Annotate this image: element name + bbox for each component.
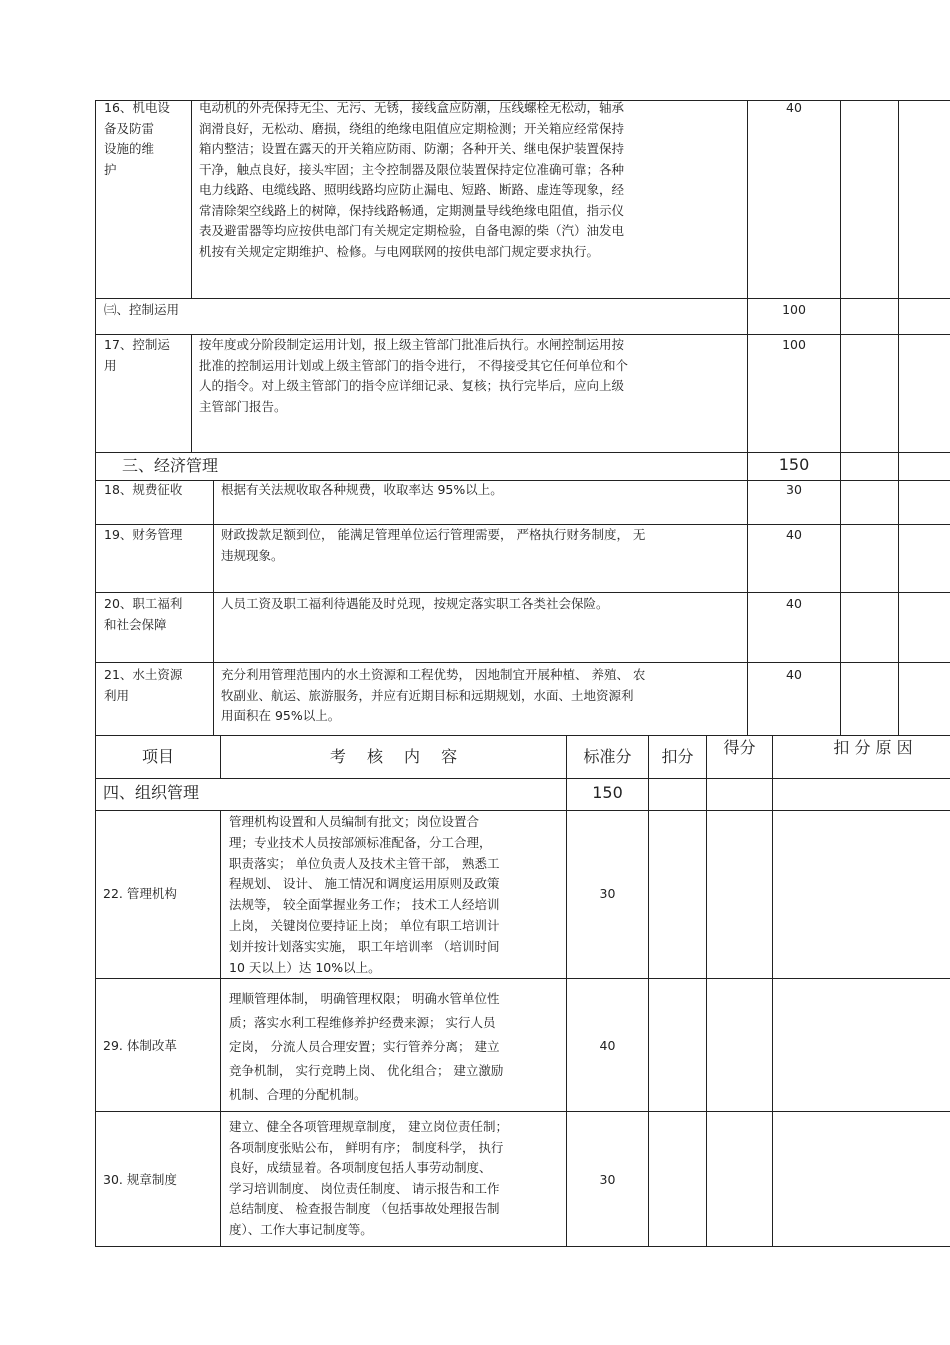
lower-col-divider: [772, 735, 773, 1247]
lower-col-divider: [648, 735, 649, 1247]
assessment-content: 管理机构设置和人员编制有批文；岗位设置合 理；专业技术人员按部颁标准配备，分工合理， 职责落实； 单位负责人及技术主管干部， 熟悉工 程规划、 设计、 施工情况和调度运用原则及政策 法规等， 较全面掌握业务工作； 技术工人经培训 上岗， 关键岗位要持证上岗； 单位有职工培训计 划并按计划落实实施， 职工年培训率 （培训时间 10 天以上）达 10%以上。: [229, 814, 500, 975]
section-heading: ㈢、控制运用: [104, 302, 180, 317]
item-label: 29. 体制改革: [103, 1038, 177, 1053]
item-label: 19、财务管理: [104, 527, 183, 542]
assessment-content: 人员工资及职工福利待遇能及时兑现，按规定落实职工各类社会保险。: [221, 596, 609, 611]
lower-row-divider: [96, 810, 950, 811]
lower-left-border: [95, 735, 96, 1247]
standard-score: 40: [786, 667, 802, 682]
upper-col-divider: [840, 100, 841, 735]
item-label: 30. 规章制度: [103, 1172, 177, 1187]
lower-row-divider: [96, 1111, 950, 1112]
assessment-content: 充分利用管理范围内的水土资源和工程优势， 因地制宜开展种植、 养殖、 农 牧副业、航运、旅游服务，并应有近期目标和远期规划，水面、土地资源利 用面积在 95%以上。: [221, 667, 646, 723]
section-heading: 三、经济管理: [122, 456, 219, 475]
header-score-obtained: 得分: [723, 738, 756, 757]
lower-col-divider: [220, 810, 221, 1247]
header-content: 考 核 内 容: [329, 747, 458, 766]
header-item: 项目: [141, 747, 174, 766]
item-label: 18、规费征收: [104, 482, 183, 497]
assessment-content: 电动机的外壳保持无尘、无污、无锈，接线盒应防潮，压线螺栓无松动，轴承 润滑良好，无松动、磨损，绕组的绝缘电阻值应定期检测；开关箱应经常保持 箱内整洁；设置在露天的开关箱应防雨、防潮；各种开关、继电保护装置保持 干净，触点良好，接头牢固；主令控制器及限位装置保持定位准确可靠；各种 电力线路、电缆线路、照明线路均应防止漏电、短路、断路、虚连等现象，经 常清除架空线路上的树障，保持线路畅通，定期测量导线绝缘电阻值，指示仪 表及避雷器等均应按供电部门有关规定定期检验，自备电源的柴（汽）油发电 机按有关规定定期维护、检修。与电网联网的按供电部门规定要求执行。: [199, 100, 625, 259]
upper-col-divider: [898, 100, 899, 735]
assessment-content: 建立、健全各项管理规章制度， 建立岗位责任制； 各项制度张贴公布， 鲜明有序； 制度科学， 执行 良好，成绩显着。各项制度包括人事劳动制度、 学习培训制度、 岗位责任制度、 请示报告和工作 总结制度、 检查报告制度 （包括事故处理报告制 度）、工作大事记制度等。: [229, 1119, 508, 1237]
standard-score: 40: [599, 1038, 616, 1053]
header-deduction: 扣分: [661, 747, 694, 766]
upper-left-border: [95, 100, 96, 735]
item-label: 22. 管理机构: [103, 886, 177, 901]
upper-item-divider: [191, 100, 192, 298]
upper-item-divider: [213, 480, 214, 735]
assessment-content: 财政拨款足额到位， 能满足管理单位运行管理需要， 严格执行财务制度， 无 违规现象。: [221, 527, 646, 563]
section-score: 150: [592, 783, 623, 802]
upper-row-divider: [96, 298, 950, 299]
standard-score: 30: [599, 886, 616, 901]
upper-row-divider: [96, 452, 950, 453]
item-label: 16、机电设 备及防雷 设施的维 护: [104, 100, 170, 177]
assessment-content: 理顺管理体制， 明确管理权限； 明确水管单位性 质；落实水利工程维修养护经费来源； 实行人员 定岗， 分流人员合理安置；实行管养分离； 建立 竞争机制， 实行竞聘上岗、 优化组合； 建立激励 机制、合理的分配机制。: [229, 991, 504, 1102]
section-score: 100: [782, 302, 806, 317]
assessment-content: 按年度或分阶段制定运用计划，报上级主管部门批准后执行。水闸控制运用按 批准的控制运用计划或上级主管部门的指令进行， 不得接受其它任何单位和个 人的指令。对上级主管部门的指令应详细记录、复核；执行完毕后，应向上级 主管部门报告。: [199, 337, 628, 414]
item-label: 21、水土资源 利用: [104, 667, 183, 703]
section-score: 150: [778, 455, 810, 474]
upper-score-divider: [747, 100, 748, 735]
upper-row-divider: [96, 592, 950, 593]
header-deduction-reason: 扣 分 原 因: [833, 738, 913, 757]
standard-score: 40: [786, 100, 802, 115]
item-label: 20、职工福利 和社会保障: [104, 596, 183, 632]
upper-item-divider: [191, 334, 192, 452]
lower-table-bottom-border: [96, 1246, 950, 1247]
header-standard-score: 标准分: [583, 747, 632, 766]
section-heading: 四、组织管理: [103, 783, 200, 802]
item-label: 17、控制运 用: [104, 337, 170, 373]
standard-score: 40: [786, 596, 802, 611]
lower-row-divider: [96, 778, 950, 779]
assessment-content: 根据有关法规收取各种规费，收取率达 95%以上。: [221, 482, 503, 497]
standard-score: 30: [599, 1172, 616, 1187]
lower-col-divider: [706, 735, 707, 1247]
standard-score: 30: [786, 482, 802, 497]
standard-score: 40: [786, 527, 802, 542]
lower-table-top-border: [96, 735, 950, 736]
upper-row-divider: [96, 662, 950, 663]
standard-score: 100: [782, 337, 806, 352]
